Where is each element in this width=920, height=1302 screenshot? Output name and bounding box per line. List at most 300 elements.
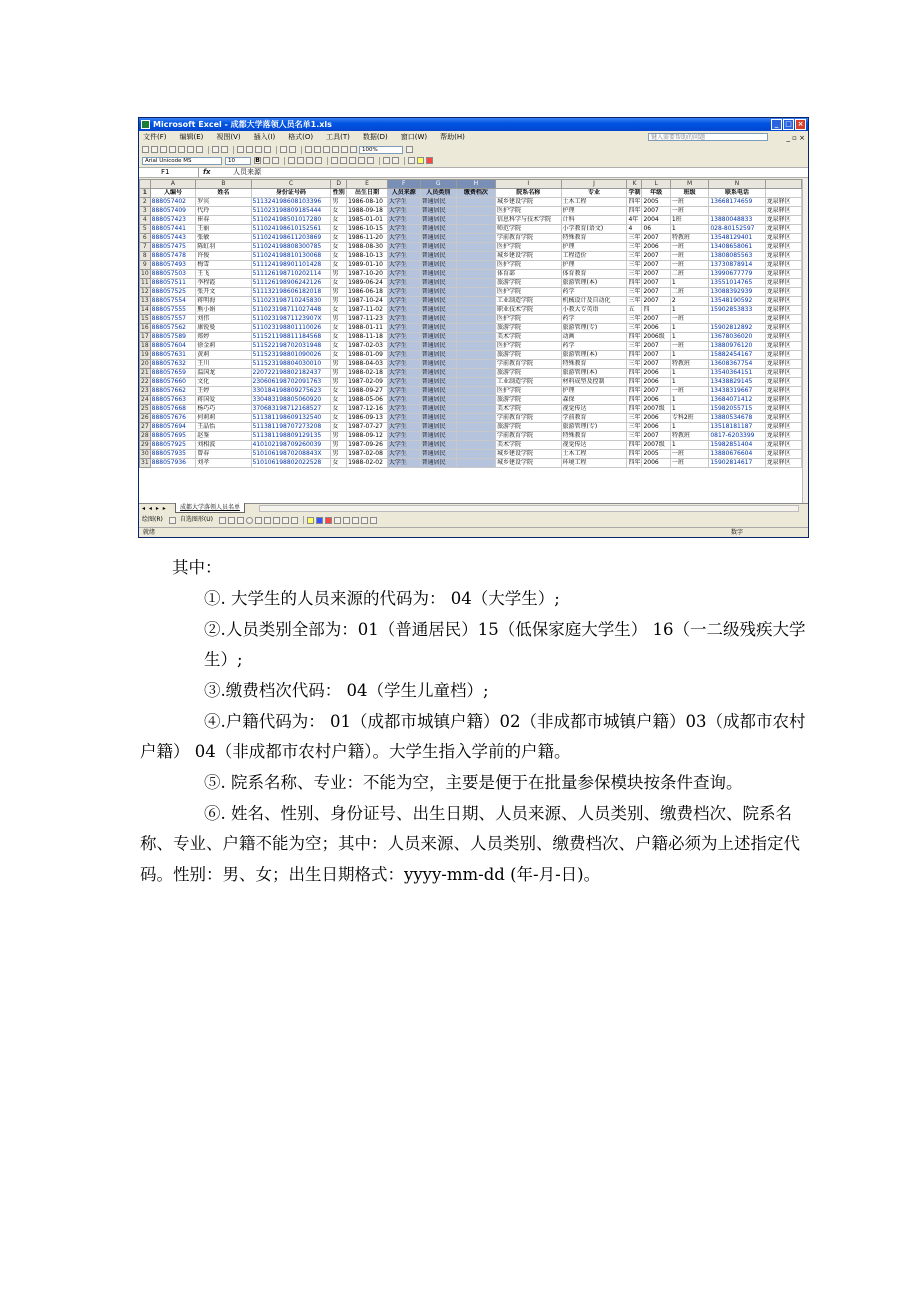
cell[interactable]: 龙泉驿区 — [765, 459, 801, 468]
cell[interactable]: 普通居民 — [420, 333, 456, 342]
cell[interactable]: 511324198608103396 — [251, 198, 331, 207]
cell[interactable] — [456, 225, 495, 234]
print-icon[interactable] — [187, 146, 194, 153]
cell[interactable]: 2006 — [642, 459, 670, 468]
cell[interactable]: 2006 — [642, 324, 670, 333]
row-header[interactable]: 31 — [141, 459, 149, 466]
cell[interactable]: 师范学院 — [495, 225, 561, 234]
cell[interactable]: 龙泉驿区 — [765, 243, 801, 252]
cell[interactable]: 男 — [331, 441, 347, 450]
cell[interactable]: 普通居民 — [420, 234, 456, 243]
cell[interactable]: 三年 — [628, 360, 641, 367]
cell[interactable]: 大学生 — [387, 369, 420, 378]
cell[interactable]: 龙泉驿区 — [765, 261, 801, 270]
cell[interactable]: 028-80152597 — [709, 225, 765, 234]
header-cell[interactable]: 姓名 — [196, 189, 251, 198]
cell[interactable]: 2 — [670, 297, 708, 306]
cell[interactable]: 女 — [331, 459, 347, 468]
cell[interactable]: 一班 — [670, 315, 708, 324]
cell[interactable]: 2007 — [642, 234, 670, 243]
cell[interactable]: 2006级 — [642, 333, 670, 342]
cell[interactable]: 1 — [670, 396, 708, 405]
cell[interactable] — [456, 423, 495, 432]
menu-item-help[interactable]: 帮助(H) — [440, 133, 465, 141]
cell[interactable]: 888057475 — [150, 243, 196, 252]
cell[interactable]: 888057668 — [150, 405, 196, 414]
clipart-icon[interactable] — [282, 517, 289, 524]
cell[interactable]: 888057423 — [150, 216, 196, 225]
menu-item-format[interactable]: 格式(O) — [288, 133, 314, 141]
cell[interactable]: 普通居民 — [420, 459, 456, 468]
cell[interactable]: 四年 — [628, 333, 641, 340]
oval-icon[interactable] — [246, 517, 253, 524]
cell[interactable]: 龙泉驿区 — [765, 423, 801, 432]
row-header[interactable]: 20 — [141, 360, 149, 367]
line-icon[interactable] — [219, 517, 226, 524]
cell[interactable]: 女 — [331, 252, 347, 261]
select-objects-icon[interactable] — [169, 517, 176, 524]
cell[interactable]: 一班 — [670, 252, 708, 261]
cell[interactable]: 大学生 — [387, 279, 420, 288]
cell[interactable]: 美术学院 — [495, 333, 561, 342]
cell[interactable]: 1987-10-20 — [347, 270, 388, 279]
cell[interactable]: 888057493 — [150, 261, 196, 270]
cell[interactable]: 旅游学院 — [495, 396, 561, 405]
cell[interactable]: 女 — [331, 324, 347, 333]
cell[interactable]: 511024198611203869 — [251, 234, 331, 243]
cell[interactable]: 大学生 — [387, 252, 420, 261]
cell[interactable]: 旅游管理(本) — [561, 369, 627, 378]
cell[interactable]: 511124198901101428 — [251, 261, 331, 270]
cell[interactable]: 工业制造学院 — [495, 297, 561, 306]
cell[interactable]: 二班 — [670, 270, 708, 279]
cell[interactable]: 四年 — [628, 405, 641, 412]
cell[interactable]: 学前教育学院 — [495, 432, 561, 441]
save-icon[interactable] — [160, 146, 167, 153]
cell[interactable]: 一班 — [670, 387, 708, 396]
header-cell[interactable]: 人员来源 — [387, 189, 420, 198]
cell[interactable]: 体育教育 — [561, 270, 627, 279]
cell[interactable]: 普通居民 — [420, 315, 456, 324]
textbox-icon[interactable] — [255, 517, 262, 524]
cell[interactable]: 1 — [670, 405, 708, 414]
cell[interactable]: 熊小娟 — [196, 306, 251, 315]
cell[interactable]: 李程霞 — [196, 279, 251, 288]
cell[interactable]: 三年 — [628, 297, 641, 304]
cell[interactable]: 1989-01-10 — [347, 261, 388, 270]
paste-icon[interactable] — [255, 146, 262, 153]
header-cell[interactable]: 班级 — [670, 189, 708, 198]
header-cell[interactable]: 身份证号码 — [251, 189, 331, 198]
cell[interactable]: 普通居民 — [420, 261, 456, 270]
cell[interactable]: 1 — [670, 279, 708, 288]
cell[interactable]: 大学生 — [387, 342, 420, 351]
cell[interactable]: 专科2班 — [670, 414, 708, 423]
cell[interactable]: 医护学院 — [495, 387, 561, 396]
cell[interactable] — [456, 369, 495, 378]
row-header[interactable]: 16 — [141, 324, 149, 331]
cell[interactable]: 视觉传达 — [561, 405, 627, 414]
column-header[interactable]: E — [347, 180, 388, 189]
horizontal-scrollbar[interactable] — [259, 505, 799, 512]
cell[interactable] — [456, 387, 495, 396]
cell[interactable]: 13880976120 — [709, 342, 765, 351]
cell[interactable] — [456, 243, 495, 252]
cell[interactable]: 511023198711027448 — [251, 306, 331, 315]
column-header[interactable]: B — [196, 180, 251, 189]
cell[interactable]: 2005 — [642, 198, 670, 207]
cell[interactable]: 女 — [331, 261, 347, 270]
row-header[interactable]: 15 — [141, 315, 149, 322]
cell[interactable]: 机械设计及自动化 — [561, 297, 627, 306]
cell[interactable]: 医护学院 — [495, 261, 561, 270]
font-name-select[interactable]: Arial Unicode MS — [142, 157, 222, 165]
cell[interactable]: 888057562 — [150, 324, 196, 333]
cell[interactable]: 2007 — [642, 288, 670, 297]
cell[interactable]: 温国龙 — [196, 369, 251, 378]
cell[interactable]: 药学 — [561, 315, 627, 324]
cell[interactable]: 1988-08-30 — [347, 243, 388, 252]
cell[interactable]: 普通居民 — [420, 351, 456, 360]
cell[interactable]: 13608367754 — [709, 360, 765, 369]
cell[interactable] — [456, 207, 495, 216]
print-preview-icon[interactable] — [196, 146, 203, 153]
row-header[interactable]: 11 — [141, 279, 149, 286]
cell[interactable]: 2007 — [642, 387, 670, 396]
shadow-icon[interactable] — [361, 517, 368, 524]
cell[interactable]: 医护学院 — [495, 315, 561, 324]
sort-descending-icon[interactable] — [332, 146, 339, 153]
cell[interactable]: 旅游学院 — [495, 369, 561, 378]
cell[interactable]: 护理 — [561, 243, 627, 252]
cell[interactable]: 普通居民 — [420, 387, 456, 396]
wordart-icon[interactable] — [264, 517, 271, 524]
cell[interactable]: 大学生 — [387, 459, 420, 468]
cell[interactable]: 四年 — [628, 279, 641, 286]
cell[interactable]: 龙泉驿区 — [765, 252, 801, 261]
cell[interactable]: 330483198805060920 — [251, 396, 331, 405]
decrease-decimal-icon[interactable] — [367, 157, 374, 164]
column-header[interactable]: F — [387, 180, 420, 189]
cell[interactable]: 2007 — [642, 270, 670, 279]
cell[interactable]: 药学 — [561, 288, 627, 297]
cell[interactable]: 四年 — [628, 378, 641, 385]
cell[interactable]: 2007 — [642, 252, 670, 261]
cell[interactable] — [456, 288, 495, 297]
cell[interactable]: 888057525 — [150, 288, 196, 297]
cell[interactable]: 2007 — [642, 261, 670, 270]
cell[interactable]: 特教班 — [670, 234, 708, 243]
cell[interactable]: 511023198809185444 — [251, 207, 331, 216]
cell[interactable]: 康锐曼 — [196, 324, 251, 333]
column-header[interactable]: N — [709, 180, 765, 189]
cell[interactable]: 普通居民 — [420, 279, 456, 288]
row-header[interactable]: 22 — [141, 378, 149, 385]
cell[interactable]: 郑婷 — [196, 333, 251, 342]
cell[interactable]: 四年 — [628, 459, 641, 466]
cell[interactable]: 旅游管理(专) — [561, 423, 627, 432]
row-header[interactable]: 19 — [141, 351, 149, 358]
cell[interactable]: 三年 — [628, 234, 641, 241]
undo-icon[interactable] — [280, 146, 287, 153]
row-header[interactable]: 25 — [141, 405, 149, 412]
cell[interactable]: 1 — [670, 351, 708, 360]
fill-icon[interactable] — [307, 517, 314, 524]
cell[interactable]: 工业制造学院 — [495, 378, 561, 387]
cell[interactable]: 四年 — [628, 396, 641, 403]
cell[interactable]: 大学生 — [387, 333, 420, 342]
cell[interactable] — [456, 360, 495, 369]
column-header[interactable]: K — [627, 180, 642, 189]
cell[interactable]: 51102319871123907X — [251, 315, 331, 324]
cell[interactable]: 赵鉴 — [196, 432, 251, 441]
cell[interactable]: 龙泉驿区 — [765, 207, 801, 216]
cell[interactable]: 文化 — [196, 378, 251, 387]
minimize-button[interactable]: _ — [771, 119, 782, 130]
cell[interactable]: 2007 — [642, 297, 670, 306]
cell[interactable]: 330184198809275623 — [251, 387, 331, 396]
cell[interactable]: 特教班 — [670, 432, 708, 441]
cell[interactable]: 龙泉驿区 — [765, 351, 801, 360]
cell[interactable]: 三年 — [628, 288, 641, 295]
cell[interactable]: 普通居民 — [420, 198, 456, 207]
cell[interactable]: 工程造价 — [561, 252, 627, 261]
cell[interactable]: 学前教育学院 — [495, 234, 561, 243]
cell[interactable]: 410102198709260039 — [251, 441, 331, 450]
row-header[interactable]: 6 — [140, 234, 151, 243]
row-header[interactable]: 18 — [141, 342, 149, 349]
cell[interactable]: 一班 — [670, 198, 708, 207]
cell[interactable]: 男 — [331, 315, 347, 324]
cell[interactable]: 环境工程 — [561, 459, 627, 468]
cell[interactable]: 511024198610152561 — [251, 225, 331, 234]
cell[interactable]: 1 — [670, 333, 708, 342]
column-header[interactable]: I — [495, 180, 561, 189]
cell[interactable]: 四年 — [628, 207, 641, 214]
cell[interactable]: 普通居民 — [420, 207, 456, 216]
cell[interactable]: 1987-07-27 — [347, 423, 388, 432]
cell[interactable]: 大学生 — [387, 270, 420, 279]
column-header[interactable]: G — [420, 180, 456, 189]
cell[interactable]: 1987-02-08 — [347, 450, 388, 459]
cell[interactable]: 女 — [331, 387, 347, 396]
cell[interactable]: 511023198801110026 — [251, 324, 331, 333]
cell[interactable]: 1 — [670, 324, 708, 333]
cell[interactable]: 15902853833 — [709, 306, 765, 315]
cell[interactable]: 视觉传达 — [561, 441, 627, 450]
cell[interactable]: 黄莉 — [196, 351, 251, 360]
bold-icon[interactable]: B — [255, 157, 260, 164]
cell[interactable]: 龙泉驿区 — [765, 234, 801, 243]
cell[interactable]: 06 — [642, 225, 670, 234]
cell[interactable]: 1988-11-18 — [347, 333, 388, 342]
sheet-nav-buttons[interactable]: ◂ ◂ ▸ ▸ — [142, 505, 167, 512]
cell[interactable]: 特殊教育 — [561, 432, 627, 441]
row-header[interactable]: 27 — [141, 423, 149, 430]
cell[interactable]: 城乡建设学院 — [495, 198, 561, 207]
cell[interactable]: 13088392939 — [709, 288, 765, 297]
row-header[interactable]: 2 — [140, 198, 151, 207]
cell[interactable]: 13548190592 — [709, 297, 765, 306]
cell[interactable]: 特殊教育 — [561, 234, 627, 243]
name-box[interactable]: F1 — [141, 168, 199, 177]
cell[interactable]: 普通居民 — [420, 441, 456, 450]
cell[interactable]: 2006 — [642, 243, 670, 252]
cell[interactable]: 一班 — [670, 207, 708, 216]
cell[interactable]: 四年 — [628, 450, 641, 457]
cell[interactable]: 511126198710202114 — [251, 270, 331, 279]
cell[interactable]: 王飞 — [196, 270, 251, 279]
cell[interactable]: 1987-10-24 — [347, 297, 388, 306]
row-header[interactable]: 10 — [141, 270, 149, 277]
cell[interactable]: 张开文 — [196, 288, 251, 297]
cell[interactable]: 美术学院 — [495, 441, 561, 450]
header-cell[interactable]: 学制 — [628, 189, 641, 196]
cell[interactable]: 女 — [331, 279, 347, 288]
row-header[interactable]: 12 — [141, 288, 149, 295]
row-header[interactable]: 30 — [141, 450, 149, 457]
cell[interactable]: 特教班 — [670, 360, 708, 369]
cell[interactable]: 龙泉驿区 — [765, 297, 801, 306]
increase-decimal-icon[interactable] — [358, 157, 365, 164]
cell[interactable]: 旅游管理(专) — [561, 324, 627, 333]
cell[interactable]: 普通居民 — [420, 225, 456, 234]
cell[interactable]: 普通居民 — [420, 450, 456, 459]
email-icon[interactable] — [178, 146, 185, 153]
merge-center-icon[interactable] — [315, 157, 322, 164]
cell[interactable]: 城乡建设学院 — [495, 450, 561, 459]
cell[interactable]: 1988-01-11 — [347, 324, 388, 333]
cell[interactable]: 1 — [670, 306, 708, 315]
column-header[interactable]: H — [456, 180, 495, 189]
menu-item-window[interactable]: 窗口(W) — [400, 133, 428, 141]
cell[interactable]: 888057478 — [150, 252, 196, 261]
cell[interactable]: 511024198501017280 — [251, 216, 331, 225]
cell[interactable]: 普通居民 — [420, 378, 456, 387]
cell[interactable]: 二班 — [670, 288, 708, 297]
cell[interactable] — [456, 396, 495, 405]
cell[interactable]: 888057936 — [150, 459, 196, 468]
cell[interactable]: 2006 — [642, 396, 670, 405]
cell[interactable]: 龙泉驿区 — [765, 306, 801, 315]
comma-icon[interactable] — [349, 157, 356, 164]
cell[interactable]: 888057441 — [150, 225, 196, 234]
cell[interactable]: 龙泉驿区 — [765, 378, 801, 387]
cell[interactable]: 女 — [331, 243, 347, 252]
cell[interactable]: 15902812892 — [709, 324, 765, 333]
cell[interactable]: 1 — [670, 378, 708, 387]
cell[interactable]: 男 — [331, 432, 347, 441]
cell[interactable]: 男 — [331, 297, 347, 306]
cell[interactable]: 龙泉驿区 — [765, 333, 801, 342]
cell[interactable]: 888057632 — [150, 360, 196, 369]
cell[interactable]: 男 — [331, 378, 347, 387]
underline-icon[interactable] — [272, 157, 279, 164]
cell[interactable]: 888057662 — [150, 387, 196, 396]
cell[interactable]: 医护学院 — [495, 342, 561, 351]
cell[interactable]: 女 — [331, 207, 347, 216]
cell[interactable]: 1986-10-15 — [347, 225, 388, 234]
cell[interactable] — [456, 441, 495, 450]
column-header[interactable]: M — [670, 180, 708, 189]
row-header[interactable]: 24 — [141, 396, 149, 403]
cell[interactable]: 护理 — [561, 387, 627, 396]
cell[interactable] — [456, 198, 495, 207]
row-header[interactable]: 23 — [141, 387, 149, 394]
cell[interactable]: 王丽 — [196, 225, 251, 234]
cell[interactable]: 旅游学院 — [495, 351, 561, 360]
cell[interactable]: 一班 — [670, 342, 708, 351]
cell[interactable]: 四年 — [628, 387, 641, 394]
cell[interactable]: 普通居民 — [420, 396, 456, 405]
cell[interactable]: 陈虹羽 — [196, 243, 251, 252]
cell[interactable]: 普通居民 — [420, 297, 456, 306]
cell[interactable]: 旅游学院 — [495, 279, 561, 288]
cell[interactable]: 护理 — [561, 207, 627, 216]
cell[interactable]: 2004 — [642, 216, 670, 225]
header-cell[interactable]: 缴费档次 — [456, 189, 495, 198]
cell[interactable]: 三年 — [628, 315, 641, 322]
cell[interactable]: 女 — [331, 333, 347, 342]
cell[interactable]: 材料成型及控制 — [561, 378, 627, 387]
cell[interactable]: 城乡建设学院 — [495, 252, 561, 261]
cell[interactable]: 888057409 — [150, 207, 196, 216]
cell[interactable]: 2006 — [642, 378, 670, 387]
cell[interactable]: 大学生 — [387, 414, 420, 423]
cell[interactable]: 1988-09-27 — [347, 387, 388, 396]
permission-icon[interactable] — [169, 146, 176, 153]
cell[interactable]: 普通居民 — [420, 414, 456, 423]
cell[interactable]: 13668174659 — [709, 198, 765, 207]
cell[interactable]: 511381198809129135 — [251, 432, 331, 441]
borders-icon[interactable] — [408, 157, 415, 164]
cell[interactable]: 511023198710245830 — [251, 297, 331, 306]
spelling-icon[interactable] — [212, 146, 219, 153]
chart-wizard-icon[interactable] — [341, 146, 348, 153]
cell[interactable]: 888057925 — [150, 441, 196, 450]
cell[interactable]: 一班 — [670, 243, 708, 252]
cell[interactable]: 学前教育 — [561, 414, 627, 423]
cell[interactable]: 4年 — [627, 216, 642, 225]
cell[interactable] — [456, 459, 495, 468]
cell[interactable]: 888057694 — [150, 423, 196, 432]
cell[interactable]: 15982055715 — [709, 405, 765, 414]
cell[interactable]: 森保 — [561, 396, 627, 405]
cell[interactable]: 何莉莉 — [196, 414, 251, 423]
cell[interactable]: 女 — [331, 342, 347, 351]
row-header[interactable]: 8 — [140, 252, 151, 261]
cell[interactable] — [456, 324, 495, 333]
cell[interactable]: 2006 — [642, 423, 670, 432]
cell[interactable] — [456, 216, 495, 225]
cell[interactable]: 888057443 — [150, 234, 196, 243]
menu-item-tools[interactable]: 工具(T) — [326, 133, 350, 141]
cell[interactable]: 大学生 — [387, 261, 420, 270]
cell[interactable]: 15902814617 — [709, 459, 765, 468]
cell[interactable]: 1988-09-12 — [347, 432, 388, 441]
header-cell[interactable]: 年级 — [642, 189, 670, 198]
cell[interactable]: 龙泉驿区 — [765, 198, 801, 207]
menu-item-edit[interactable]: 编辑(E) — [179, 133, 204, 141]
cell[interactable]: 四年 — [628, 198, 641, 205]
header-cell[interactable] — [765, 189, 801, 198]
header-cell[interactable]: 人编号 — [150, 189, 196, 198]
cell[interactable]: 1989-06-24 — [347, 279, 388, 288]
cell[interactable]: 2007 — [642, 207, 670, 216]
fill-color-icon[interactable] — [417, 157, 424, 164]
cell[interactable]: 崔春 — [196, 216, 251, 225]
cell[interactable]: 小教大专英语 — [561, 306, 627, 315]
